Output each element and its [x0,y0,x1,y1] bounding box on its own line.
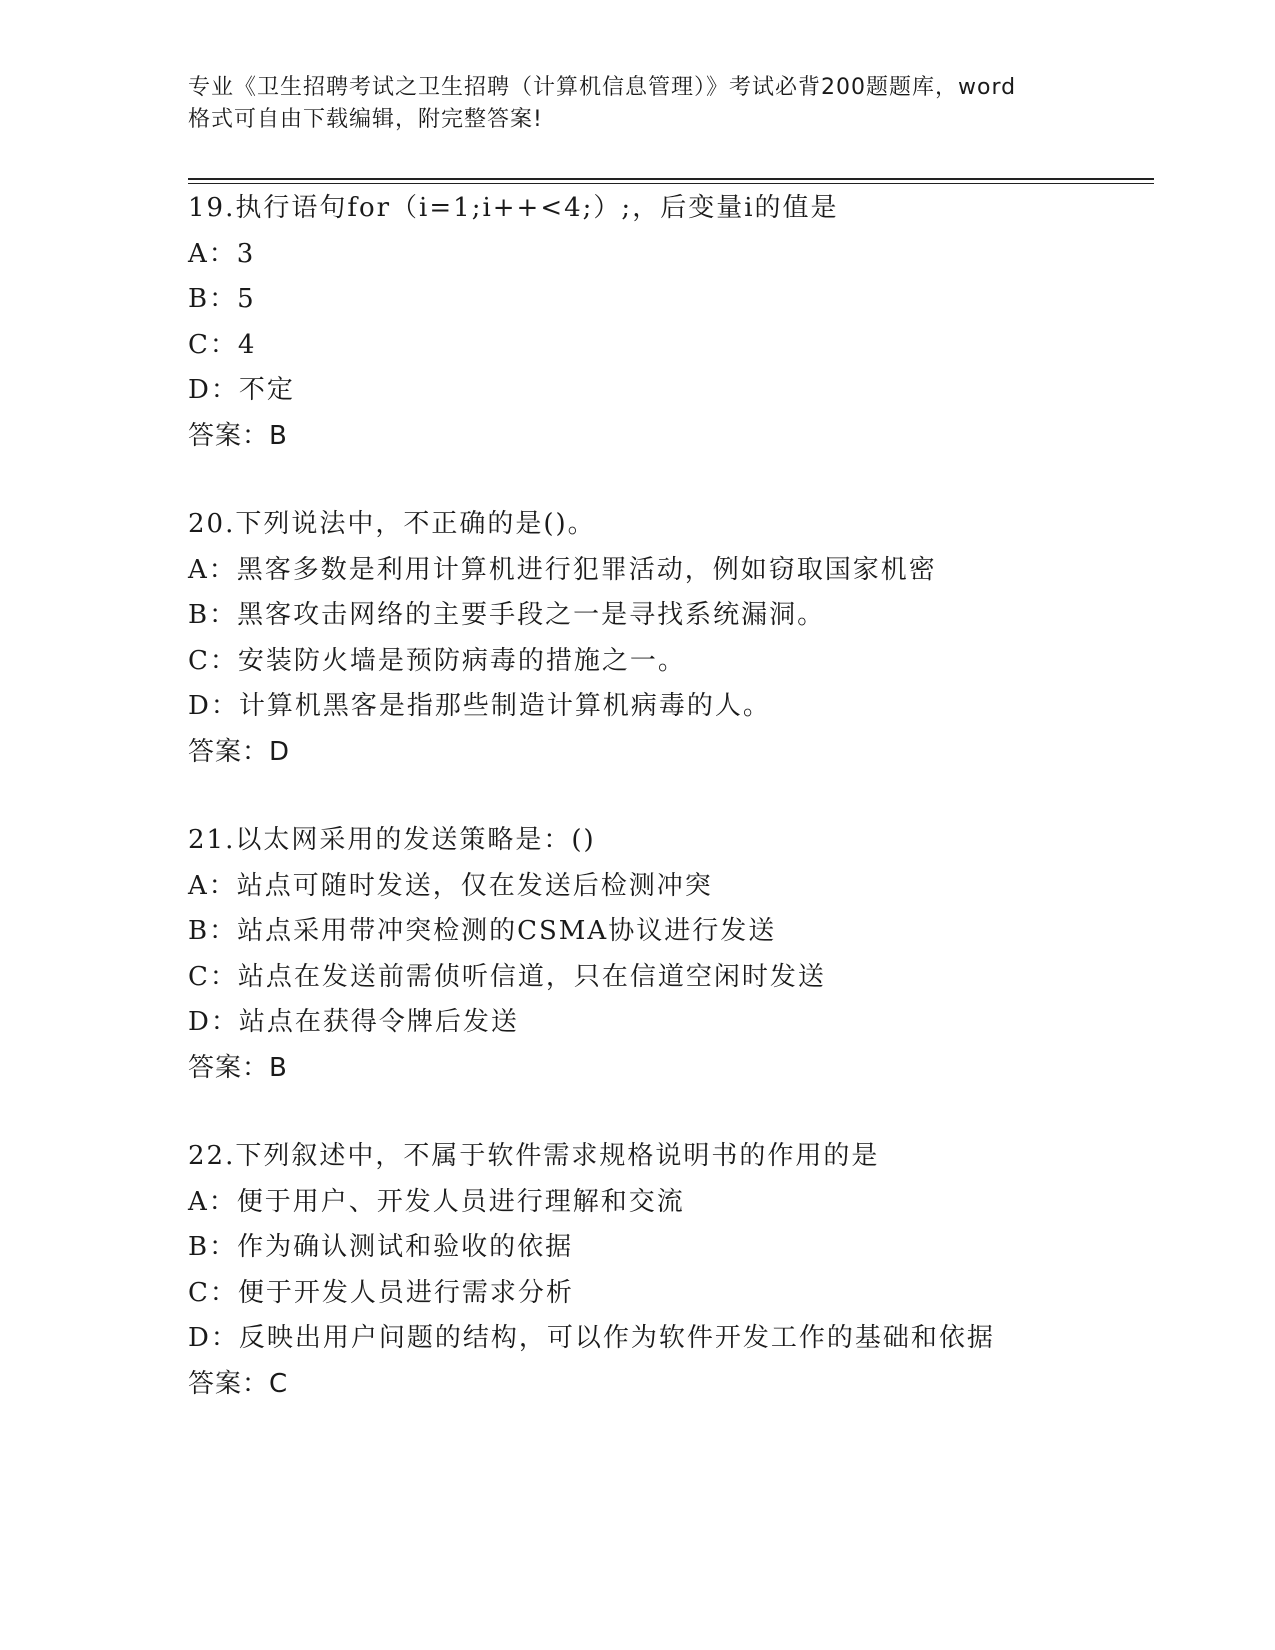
option-a: A：便于用户、开发人员进行理解和交流 [188,1186,685,1217]
question-19 [188,186,1148,459]
question-stem: 21.以太网采用的发送策略是：() [188,825,596,855]
document-header [188,72,1088,136]
option-d: D：站点在获得令牌后发送 [188,1007,519,1037]
option-b: B：站点采用带冲突检测的CSMA协议进行发送 [188,916,777,946]
answer-line: 答案：B [188,420,288,451]
question-22 [188,1134,1148,1407]
option-d: D：计算机黑客是指那些制造计算机病毒的人。 [188,691,771,721]
question-stem: 19.执行语句for（i=1;i++<4;）;，后变量i的值是 [188,193,839,223]
header-line-1: 专业《卫生招聘考试之卫生招聘（计算机信息管理）》考试必背200题题库，word [188,75,1017,100]
option-a: A：站点可随时发送，仅在发送后检测冲突 [188,870,713,901]
answer-line: 答案：D [188,736,291,767]
option-c: C：便于开发人员进行需求分析 [188,1277,574,1308]
option-b: B：作为确认测试和验收的依据 [188,1232,574,1262]
answer-line: 答案：B [188,1052,288,1083]
header-divider-thin [188,183,1154,184]
option-d: D：反映出用户问题的结构，可以作为软件开发工作的基础和依据 [188,1323,995,1353]
option-c: C：站点在发送前需侦听信道，只在信道空闲时发送 [188,961,826,992]
question-21 [188,818,1148,1091]
header-divider-thick [188,178,1154,180]
header-line-2: 格式可自由下载编辑，附完整答案! [188,107,543,132]
option-b: B：5 [188,284,256,314]
question-20 [188,502,1148,775]
question-stem: 20.下列说法中，不正确的是()。 [188,509,596,539]
option-d: D：不定 [188,375,295,405]
answer-line: 答案：C [188,1368,289,1399]
option-a: A：3 [188,238,256,269]
question-stem: 22.下列叙述中，不属于软件需求规格说明书的作用的是 [188,1141,880,1171]
option-b: B：黑客攻击网络的主要手段之一是寻找系统漏洞。 [188,600,826,630]
option-c: C：安装防火墙是预防病毒的措施之一。 [188,645,686,676]
option-c: C：4 [188,329,257,360]
option-a: A：黑客多数是利用计算机进行犯罪活动，例如窃取国家机密 [188,554,937,585]
